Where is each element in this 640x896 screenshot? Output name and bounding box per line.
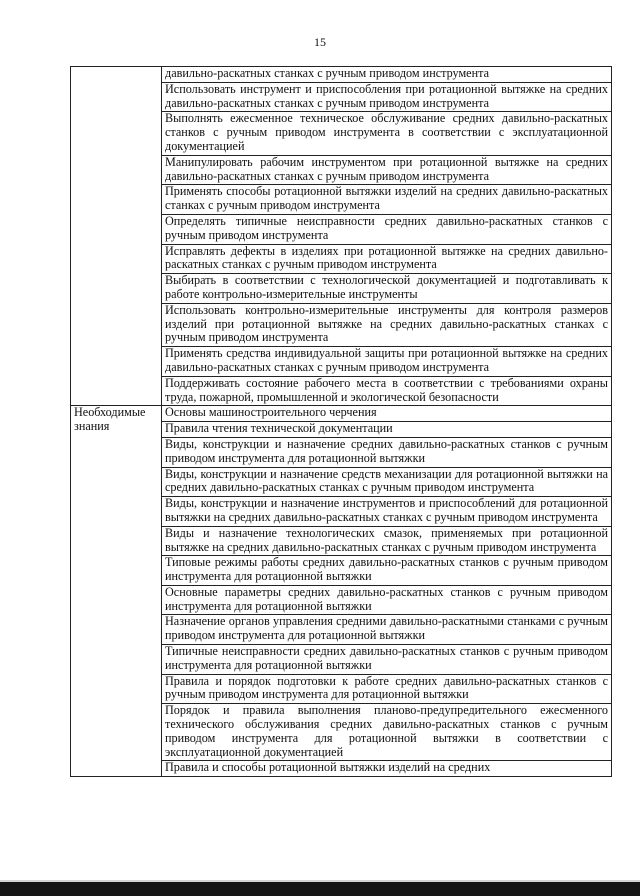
knowledge-item: Виды, конструкции и назначение инструментов и приспособлений для ротационной вытяжки на средних давильно-раскатных станках с ручным приводом инструмента [162, 497, 612, 527]
knowledge-item: Виды, конструкции и назначение средних давильно-раскатных станков с ручным приводом инструмента для ротационной вытяжки [162, 437, 612, 467]
knowledge-item: Порядок и правила выполнения планово-предупредительного ежесменного технического обслуживания средних давильно-раскатных станков с ручным приводом инструмента для ротационной вытяжки в соответствии с эксплуатационной документацией [162, 704, 612, 761]
knowledge-item: Правила и способы ротационной вытяжки изделий на средних [162, 761, 612, 777]
skill-item: Поддерживать состояние рабочего места в соответствии с требованиями охраны труда, пожарной, промышленной и экологической безопасности [162, 376, 612, 406]
knowledge-item: Правила и порядок подготовки к работе средних давильно-раскатных станков с ручным приводом инструмента для ротационной вытяжки [162, 674, 612, 704]
knowledge-category-label: Необходимые знания [71, 406, 162, 777]
knowledge-item: Назначение органов управления средними давильно-раскатными станками с ручным приводом инструмента для ротационной вытяжки [162, 615, 612, 645]
knowledge-item: Основные параметры средних давильно-раскатных станков с ручным приводом инструмента для ротационной вытяжки [162, 585, 612, 615]
page-number: 15 [314, 35, 326, 49]
skill-item: Использовать инструмент и приспособления при ротационной вытяжке на средних давильно-раскатных станках с ручным приводом инструмента [162, 82, 612, 112]
table-row [71, 67, 612, 83]
knowledge-item: Виды, конструкции и назначение средств механизации для ротационной вытяжки на средних давильно-раскатных станках с ручным приводом инструмента [162, 467, 612, 497]
skills-category-cell [71, 67, 162, 406]
scan-bottom-edge [0, 882, 640, 896]
knowledge-item: Типовые режимы работы средних давильно-раскатных станков с ручным приводом инструмента для ротационной вытяжки [162, 556, 612, 586]
knowledge-item: Виды и назначение технологических смазок, применяемых при ротационной вытяжке на средних давильно-раскатных станках с ручным приводом инструмента [162, 526, 612, 556]
skill-item: Выбирать в соответствии с технологической документацией и подготавливать к работе контрольно-измерительные инструменты [162, 274, 612, 304]
knowledge-item: Правила чтения технической документации [162, 422, 612, 438]
skill-item: Манипулировать рабочим инструментом при ротационной вытяжке на средних давильно-раскатных станках с ручным приводом инструмента [162, 155, 612, 185]
knowledge-item: Типичные неисправности средних давильно-раскатных станков с ручным приводом инструмента для ротационной вытяжки [162, 645, 612, 675]
requirements-table [70, 66, 612, 777]
skill-item: Применять способы ротационной вытяжки изделий на средних давильно-раскатных станках с ручным приводом инструмента [162, 185, 612, 215]
skill-item: Использовать контрольно-измерительные инструменты для контроля размеров изделий при ротационной вытяжке на средних давильно-раскатных станках с ручным приводом инструмента [162, 303, 612, 346]
knowledge-item: Основы машиностроительного черчения [162, 406, 612, 422]
table-row [71, 406, 612, 422]
skill-item: Выполнять ежесменное техническое обслуживание средних давильно-раскатных станков с ручным приводом инструмента в соответствии с эксплуатационной документацией [162, 112, 612, 155]
skill-item: давильно-раскатных станках с ручным приводом инструмента [162, 67, 612, 83]
skill-item: Определять типичные неисправности средних давильно-раскатных станков с ручным приводом инструмента [162, 214, 612, 244]
skill-item: Применять средства индивидуальной защиты при ротационной вытяжке на средних давильно-раскатных станках с ручным приводом инструмента [162, 347, 612, 377]
skill-item: Исправлять дефекты в изделиях при ротационной вытяжке на средних давильно-раскатных станках с ручным приводом инструмента [162, 244, 612, 274]
